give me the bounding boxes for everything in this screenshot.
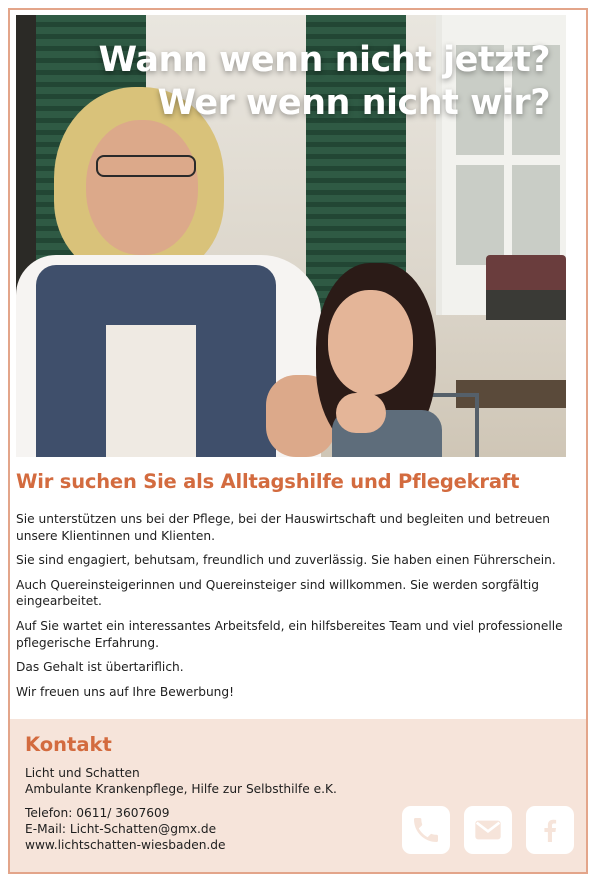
paragraph-salary: Das Gehalt ist übertariflich. bbox=[16, 660, 184, 675]
job-description bbox=[16, 470, 564, 709]
photo-woman-dark-face bbox=[328, 290, 413, 395]
paragraph-closing: Wir freuen uns auf Ihre Bewerbung! bbox=[16, 684, 235, 699]
contact-org-subtitle: Ambulante Krankenpflege, Hilfe zur Selbsthilfe e.K. bbox=[25, 782, 337, 796]
facebook-icon[interactable] bbox=[526, 806, 574, 854]
contact-section bbox=[10, 719, 586, 872]
paragraph-qualities: Sie sind engagiert, behutsam, freundlich und zuverlässig. Sie haben einen Führerschein. bbox=[16, 553, 556, 568]
contact-website[interactable]: www.lichtschatten-wiesbaden.de bbox=[25, 838, 226, 852]
contact-phone[interactable]: Telefon: 0611/ 3607609 bbox=[25, 806, 170, 820]
photo-dirndl-lacing bbox=[106, 325, 196, 457]
photo-window-pane bbox=[456, 165, 504, 265]
mail-icon-glyph bbox=[472, 814, 504, 846]
hero-headline bbox=[99, 39, 550, 125]
hero-photo bbox=[16, 15, 566, 457]
facebook-icon-glyph bbox=[534, 814, 566, 846]
contact-email[interactable]: E-Mail: Licht-Schatten@gmx.de bbox=[25, 822, 217, 836]
paragraph-work-environment: Auf Sie wartet ein interessantes Arbeitsfeld, ein hilfsbereites Team und viel professionelle pflegerische Erfahrung. bbox=[16, 619, 563, 650]
phone-icon-glyph bbox=[410, 814, 442, 846]
photo-window-pane bbox=[512, 165, 560, 265]
paragraph-tasks: Sie unterstützen uns bei der Pflege, bei der Hauswirtschaft und begleiten und betreuen unsere Klientinnen und Klienten. bbox=[16, 512, 551, 543]
photo-woman-blonde-face bbox=[86, 120, 198, 255]
paragraph-career-changers: Auch Quereinsteigerinnen und Quereinsteiger sind willkommen. Sie werden sorgfältig eingearbeitet. bbox=[16, 577, 540, 609]
contact-title: Kontakt bbox=[25, 733, 112, 756]
phone-icon[interactable] bbox=[402, 806, 450, 854]
photo-glasses bbox=[96, 155, 196, 177]
headline-line-2: Wer wenn nicht wir? bbox=[157, 83, 550, 123]
mail-icon[interactable] bbox=[464, 806, 512, 854]
photo-flowers bbox=[486, 255, 566, 295]
photo-hand bbox=[336, 393, 386, 433]
contact-org-name: Licht und Schatten bbox=[25, 766, 140, 780]
headline-line-1: Wann wenn nicht jetzt? bbox=[98, 40, 550, 80]
photo-planter-box bbox=[486, 290, 566, 320]
job-title: Wir suchen Sie als Alltagshilfe und Pflegekraft bbox=[16, 470, 520, 493]
